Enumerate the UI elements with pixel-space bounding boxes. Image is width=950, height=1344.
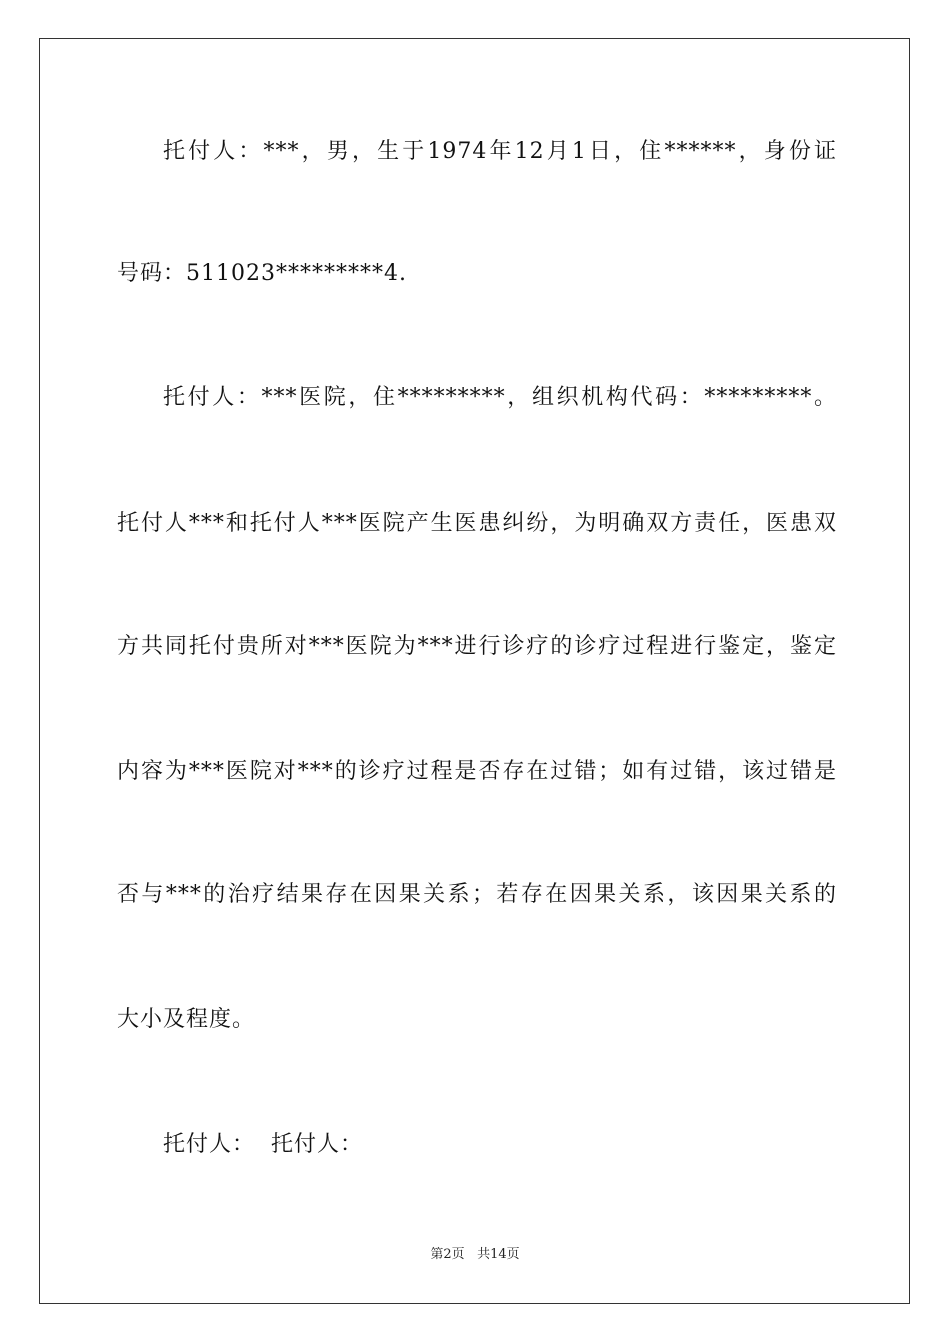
text-line-8: 大小及程度。 — [117, 1007, 256, 1032]
text-line-6: 内容为***医院对***的诊疗过程是否存在过错；如有过错，该过错是 — [117, 759, 837, 784]
text-line-4: 托付人***和托付人***医院产生医患纠纷，为明确双方责任，医患双 — [117, 511, 837, 536]
page-total: 共14页 — [477, 1247, 520, 1262]
page-footer — [0, 1246, 950, 1264]
text-line-2: 号码：511023*********4. — [117, 261, 407, 286]
text-line-3: 托付人：***医院，住*********，组织机构代码：*********。 — [163, 385, 837, 410]
text-line-5: 方共同托付贵所对***医院为***进行诊疗的诊疗过程进行鉴定，鉴定 — [117, 634, 837, 659]
page-number: 第2页 — [430, 1247, 465, 1262]
text-line-7: 否与***的治疗结果存在因果关系；若存在因果关系，该因果关系的 — [117, 882, 837, 907]
text-line-1: 托付人：***，男，生于1974年12月1日，住******，身份证 — [163, 139, 837, 164]
page-frame — [39, 38, 910, 1304]
signature-line: 托付人： 托付人： — [163, 1132, 363, 1157]
